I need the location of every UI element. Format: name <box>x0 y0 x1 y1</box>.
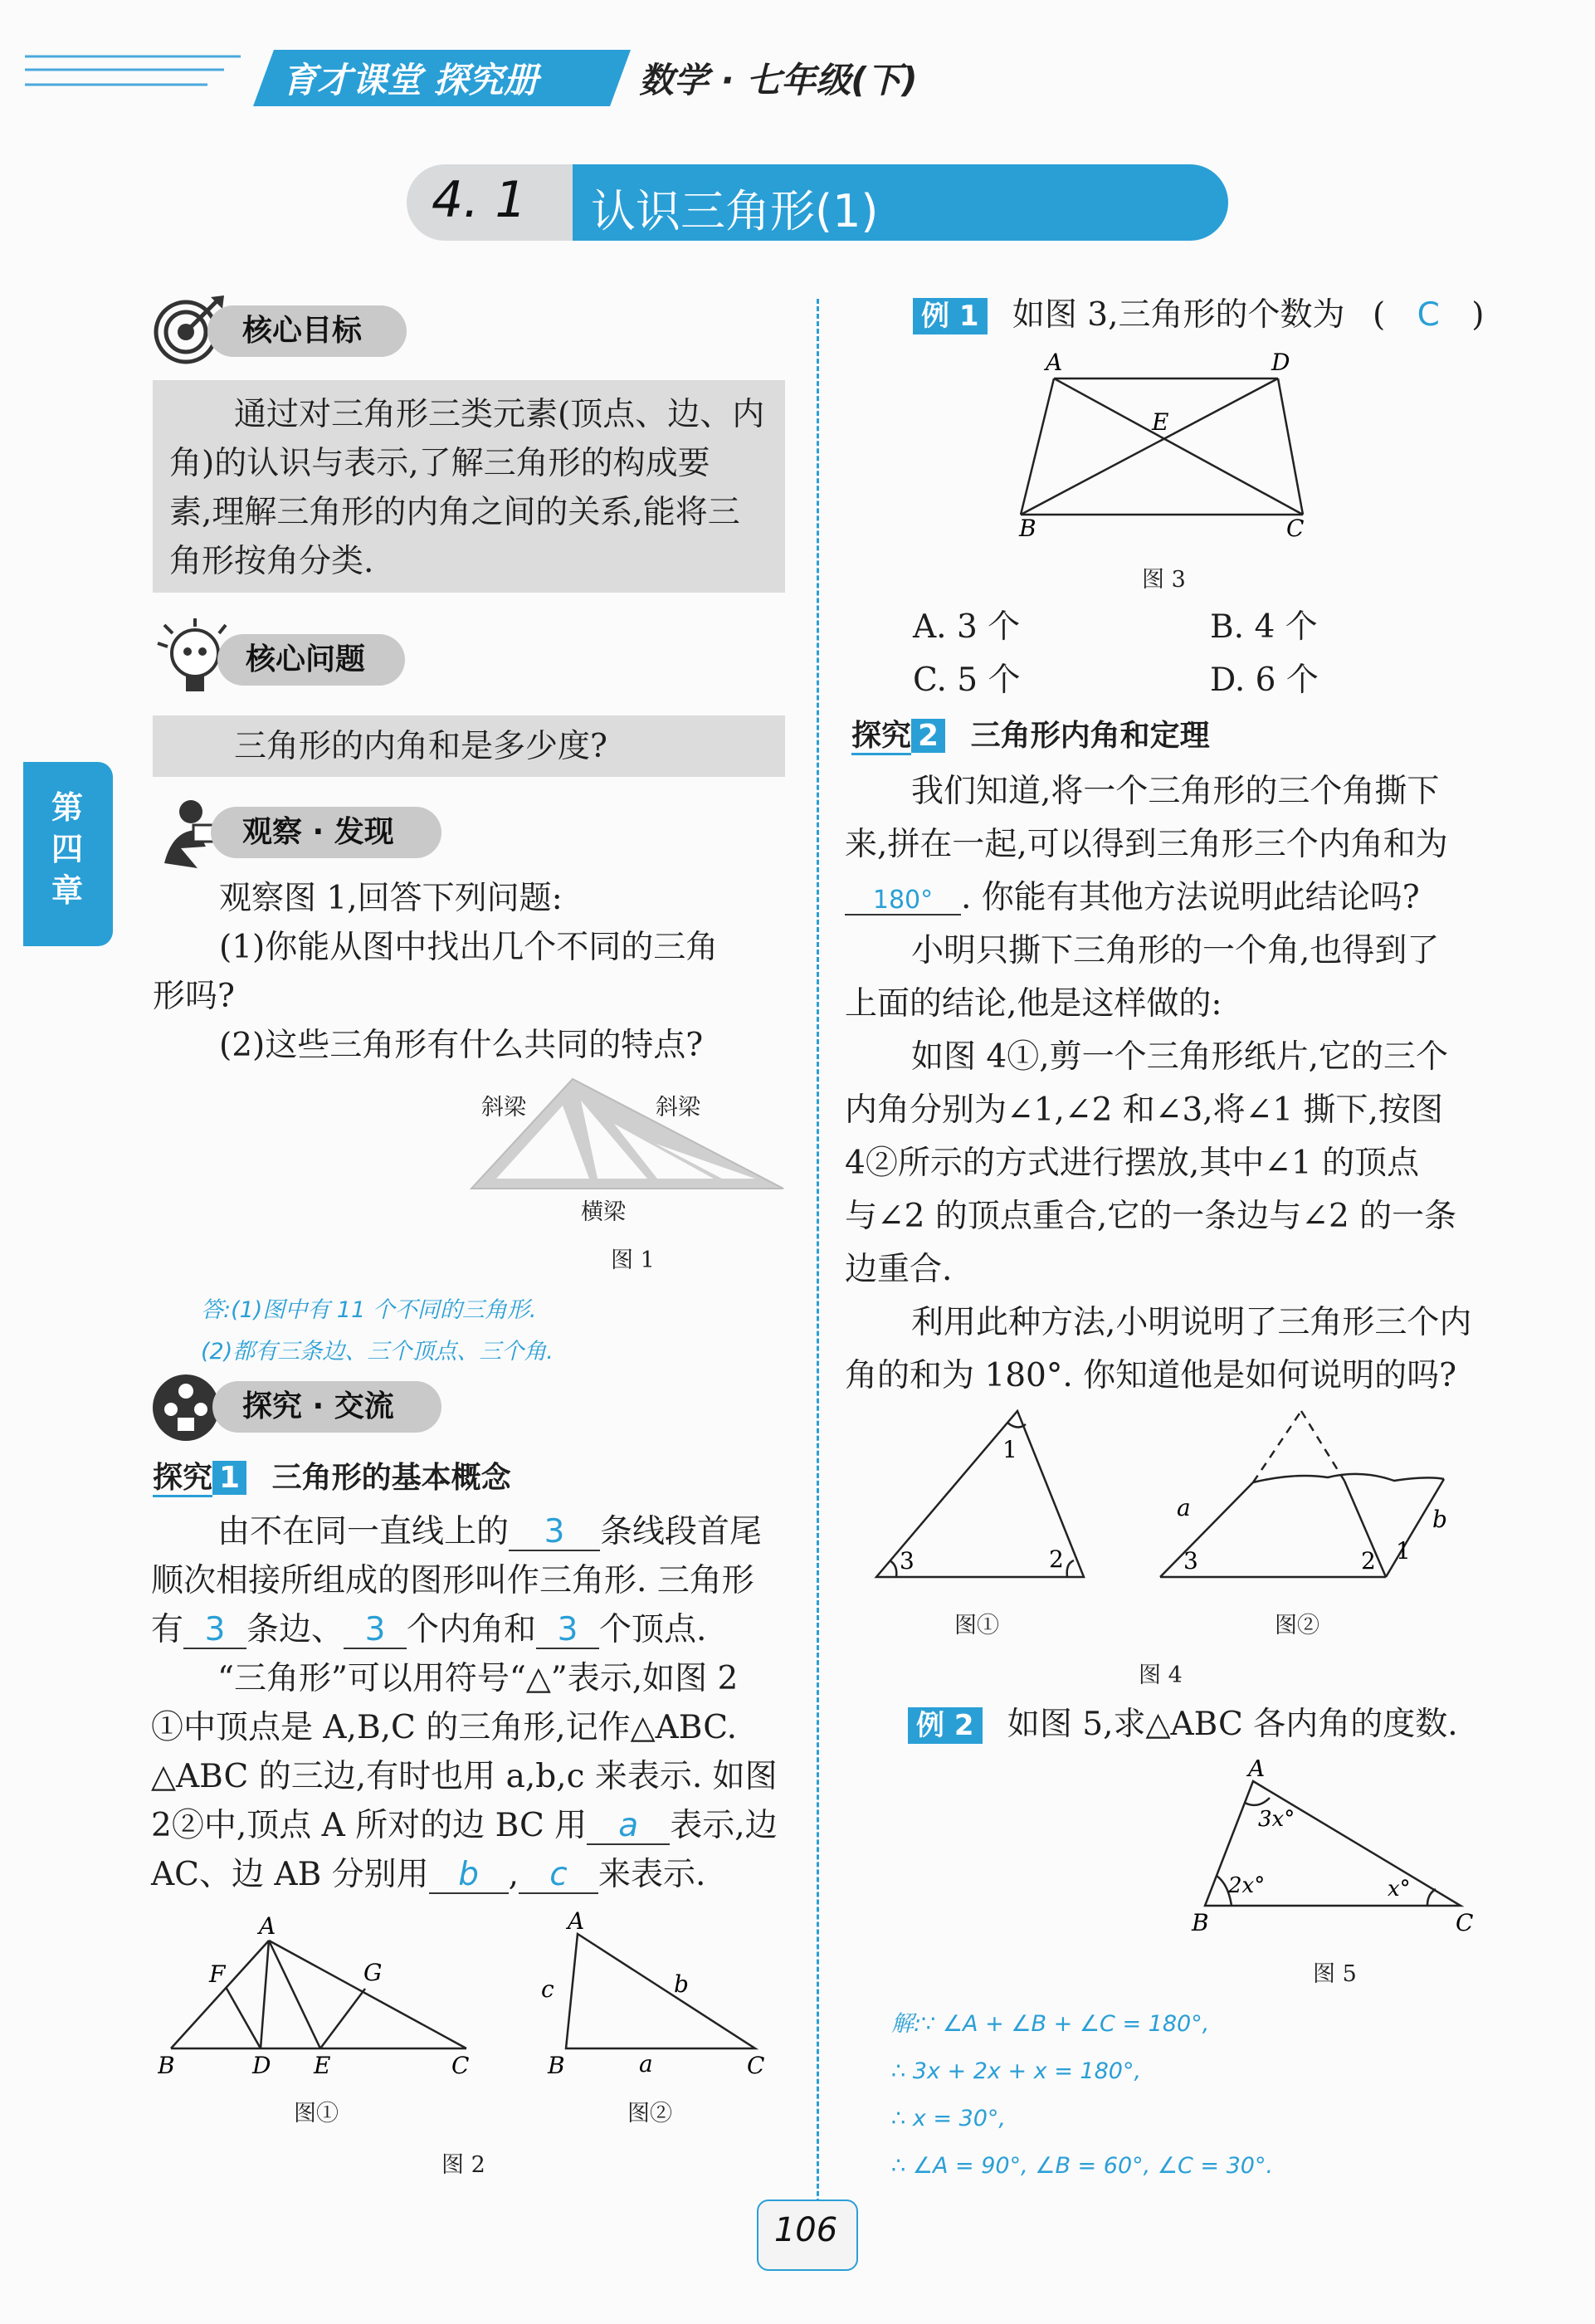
fig2-sub2: 图② <box>627 2101 672 2126</box>
fig4b-label-b: b <box>1432 1506 1447 1533</box>
fig2b-label-a: a <box>639 2050 653 2077</box>
lesson-number: 4. 1 <box>432 171 527 229</box>
blank-angle-count[interactable]: 3 <box>344 1614 407 1649</box>
fig2-sub1: 图① <box>294 2101 339 2126</box>
fig1-caption: 图 1 <box>611 1247 655 1273</box>
fig2-label-A: A <box>259 1912 276 1940</box>
fig2-label-B: B <box>158 2052 175 2079</box>
column-divider <box>817 299 819 2241</box>
fig3-label-E: E <box>1152 408 1169 436</box>
explore-label: 探究 · 交流 <box>212 1381 441 1433</box>
fig4-caption: 图 4 <box>1139 1662 1183 1688</box>
fig5-label-C: C <box>1456 1909 1474 1936</box>
figure-4 <box>863 1403 1461 1594</box>
fig3-caption: 图 3 <box>1142 567 1186 593</box>
lesson-title-banner <box>398 164 1228 241</box>
figure-2 <box>158 1909 788 2108</box>
core-question-text: 三角形的内角和是多少度? <box>234 728 607 765</box>
example-2-solution: 解:∵ ∠A + ∠B + ∠C = 180°, ∴ 3x + 2x + x = 180°, ∴ x = 30°, ∴ ∠A = 90°, ∠B = 60°, ∠C = 30°. <box>891 2011 1274 2179</box>
fig5-caption: 图 5 <box>1313 1961 1357 1987</box>
blank-vertex-count[interactable]: 3 <box>536 1614 599 1649</box>
figure-5 <box>1178 1760 1477 1942</box>
fig5-label-x: x° <box>1388 1877 1411 1902</box>
fig4a-label-1: 1 <box>1002 1436 1017 1463</box>
blank-segment-count[interactable]: 3 <box>509 1516 600 1551</box>
observe-answer-2: (2)都有三条边、三个顶点、三个角. <box>201 1339 554 1365</box>
example-2-question: 例 2 如图 5,求△ABC 各内角的度数. <box>908 1702 1458 1748</box>
fig1-bottom-label: 横梁 <box>581 1199 626 1225</box>
fig2b-label-A: A <box>568 1909 585 1935</box>
blank-side-ab[interactable]: c <box>519 1858 598 1894</box>
option-a[interactable]: A. 3 个 <box>913 608 1021 646</box>
fig2b-label-c: c <box>541 1975 554 2003</box>
option-b[interactable]: B. 4 个 <box>1210 608 1318 646</box>
fig2-part1 <box>171 1941 466 2048</box>
core-question-label: 核心问题 <box>217 634 405 686</box>
fig4-sub1: 图① <box>954 1613 999 1638</box>
observe-label: 观察 · 发现 <box>211 807 441 858</box>
fig4b-label-a: a <box>1177 1494 1191 1521</box>
option-d[interactable]: D. 6 个 <box>1210 662 1319 699</box>
fig3-label-B: B <box>1019 515 1037 540</box>
explore-1-text: 由不在同一直线上的 3 条线段首尾 顺次相接所组成的图形叫作三角形. 三角形 有 3 条边、 3 个内角和 3 个顶点. “三角形”可以用符号“△”表示,如图 2 ①中顶点是 A,B,C 的三角形,记作△ABC. △ABC 的三边,有时也用 a,b,c 来表示. 如图 2②中,顶点 A 所对的边 BC 用 a 表示,边 AC、边 AB 分别用 b , c 来表示. <box>151 1513 778 1893</box>
fig2-part2 <box>566 1934 755 2048</box>
fig2-label-C: C <box>451 2052 470 2079</box>
blank-side-count[interactable]: 3 <box>183 1614 246 1649</box>
fig2-label-D: D <box>252 2052 271 2079</box>
fig1-right-label: 斜梁 <box>656 1095 700 1120</box>
figure-3 <box>1012 349 1311 540</box>
example-1-answer[interactable]: C <box>1417 296 1440 334</box>
core-goal-text: 通过对三角形三类元素(顶点、边、内 角)的认识与表示,了解三角形的构成要 素,理解三角形的内角之间的关系,能将三 角形按角分类. <box>169 396 765 580</box>
example-1-question: 例 1 如图 3,三角形的个数为 <box>913 292 1345 339</box>
fig2b-label-b: b <box>674 1970 689 1998</box>
observe-text: 观察图 1,回答下列问题: (1)你能从图中找出几个不同的三角 形吗? (2)这些三角形有什么共同的特点? <box>153 880 719 1064</box>
fig2b-label-B: B <box>548 2052 565 2079</box>
fig5-label-B: B <box>1192 1909 1209 1936</box>
fig5-label-A: A <box>1248 1760 1266 1782</box>
blank-angle-sum[interactable]: 180° <box>845 887 961 915</box>
header-series: 育才课堂 探究册 <box>282 60 539 100</box>
fig2b-label-C: C <box>747 2052 765 2079</box>
fig3-label-C: C <box>1286 515 1305 540</box>
blank-side-bc[interactable]: a <box>587 1809 670 1845</box>
fig4-sub2: 图② <box>1275 1613 1319 1638</box>
option-c[interactable]: C. 5 个 <box>913 662 1021 699</box>
explore-2-heading: 探究 2 三角形内角和定理 <box>851 712 1210 754</box>
header-subject: 数学 · 七年级(下) <box>639 60 918 100</box>
fig1-left-label: 斜梁 <box>481 1095 526 1120</box>
fig5-label-2x: 2x° <box>1228 1873 1266 1898</box>
example-1-paren: ( C ) <box>1373 296 1485 334</box>
fig2-label-G: G <box>363 1959 383 1986</box>
fig3-label-D: D <box>1271 349 1290 376</box>
fig3-label-A: A <box>1046 349 1063 376</box>
header-bar <box>0 42 1595 116</box>
explore-1-heading: 探究 1 三角形的基本概念 <box>153 1454 511 1496</box>
core-goal-label: 核心目标 <box>207 305 407 357</box>
fig2-label-F: F <box>209 1960 226 1988</box>
fig4a-label-2: 2 <box>1049 1545 1064 1573</box>
blank-side-ac[interactable]: b <box>429 1858 509 1894</box>
fig4b-label-1: 1 <box>1396 1537 1411 1565</box>
fig2-caption: 图 2 <box>441 2152 485 2178</box>
observe-answer-1: 答:(1)图中有 11 个不同的三角形. <box>201 1297 537 1323</box>
fig4b-label-3: 3 <box>1183 1547 1198 1575</box>
page-number: 106 <box>773 2211 838 2249</box>
fig2-label-E: E <box>314 2052 331 2079</box>
explore-2-text: 我们知道,将一个三角形的三个角撕下 来,拼在一起,可以得到三角形三个内角和为 180° . 你能有其他方法说明此结论吗? 小明只撕下三角形的一个角,也得到了 上面的结论,他是这样做的: 如图 4①,剪一个三角形纸片,它的三个 内角分别为∠1,∠2 和∠3,将∠1 撕下,按图 4②所示的方式进行摆放,其中∠1 的顶点 与∠2 的顶点重合,它的一条边与∠2 的一条 边重合. 利用此种方法,小明说明了三角形三个内 角的和为 180°. 你知道他是如何说明的吗? <box>845 773 1472 1394</box>
fig4b-label-2: 2 <box>1361 1547 1376 1575</box>
fig4a-label-3: 3 <box>900 1547 915 1575</box>
lesson-title: 认识三角形(1) <box>591 185 879 237</box>
chapter-tab-label: 第四章 <box>51 789 84 909</box>
fig5-label-3x: 3x° <box>1258 1807 1295 1832</box>
